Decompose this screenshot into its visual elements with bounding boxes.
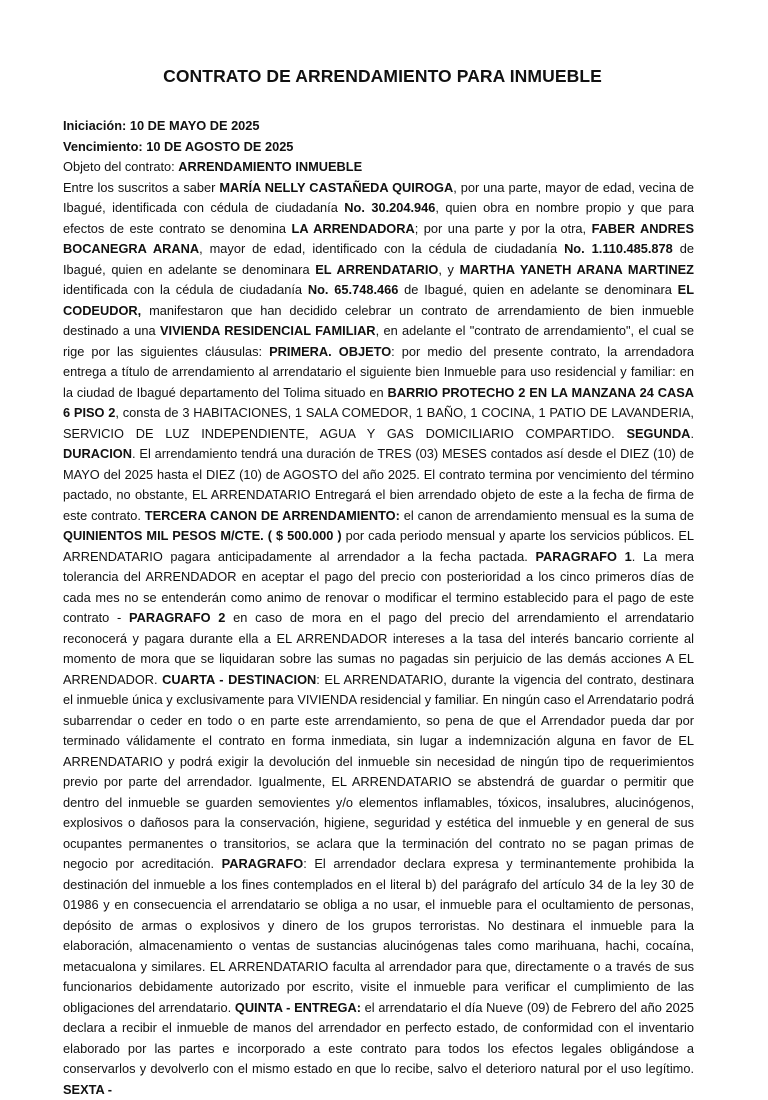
- bold-text-segment: MARTHA YANETH ARANA MARTINEZ: [460, 262, 694, 277]
- text-segment: , consta de 3 HABITACIONES, 1 SALA COMEDOR, 1 BAÑO, 1 COCINA, 1 PATIO DE LAVANDERIA, SERVICIO DE LUZ INDEPENDIENTE, AGUA Y GAS DOMICILIARIO COMPARTIDO.: [63, 405, 694, 441]
- document-title: CONTRATO DE ARRENDAMIENTO PARA INMUEBLE: [63, 66, 694, 87]
- text-segment: : EL ARRENDATARIO, durante la vigencia del contrato, destinara el inmueble única y exclusivamente para VIVIENDA residencial y familiar. En ningún caso el Arrendatario podrá subarrendar o ceder en todo o en parte este arrendamiento, so pena de que el Arrendador pueda dar por terminado válidamente el contrato en forma inmediata, sin lugar a indemnización alguna en favor de EL ARRENDATARIO y podrá exigir la devolución del inmueble sin necesidad de ningún tipo de requerimientos previo por parte del arrendador. Igualmente, EL ARRENDATARIO se abstendrá de guardar o permitir que dentro del inmueble se guarden semovientes y/o elementos inflamables, tóxicos, insalubres, alucinógenos, explosivos o dañosos para la conservación, higiene, seguridad y estética del inmueble y en general de sus ocupantes permanentes o transitorios, se aclara que la terminación del contrato no se pagan primas de negocio por acreditación.: [63, 672, 694, 872]
- text-segment: en caso de mora en el pago del precio del arrendamiento el arrendatario reconocerá y pagara durante ella a EL ARRENDADOR intereses a la tasa del interés bancario corriente al momento de mora que se liquidaran sobre las sumas no pagadas sin perjuicio de las demás acciones A EL ARRENDADOR.: [63, 610, 694, 687]
- bold-text-segment: MARÍA NELLY CASTAÑEDA QUIROGA: [219, 180, 453, 195]
- end-date: Vencimiento: 10 DE AGOSTO DE 2025: [63, 137, 694, 158]
- text-segment: , por una parte, mayor de edad, vecina de Ibagué, identificada con cédula de ciudadanía: [63, 180, 694, 216]
- text-segment: el arrendatario el día Nueve (09) de Febrero del año 2025 declara a recibir el inmueble de manos del arrendador en perfecto estado, de conformidad con el inventario elaborado por las partes e incorporado a este contrato para todos los efectos legales obligándose a conservarlos y devolverlo con el mismo estado en que lo recibe, salvo el deterioro natural por el uso legítimo.: [63, 1000, 694, 1077]
- bold-text-segment: PRIMERA. OBJETO: [269, 344, 391, 359]
- text-segment: , y: [438, 262, 459, 277]
- bold-text-segment: SEGUNDA: [626, 426, 690, 441]
- bold-text-segment: QUINIENTOS MIL PESOS M/CTE. ( $ 500.000 ): [63, 528, 342, 543]
- text-segment: , quien obra en nombre propio y que para efectos de este contrato se denomina: [63, 200, 694, 236]
- bold-text-segment: PARAGRAFO: [222, 856, 304, 871]
- text-segment: , en adelante el "contrato de arrendamiento", el cual se rige por las siguientes cláusulas:: [63, 323, 694, 359]
- text-segment: manifestaron que han decidido celebrar un contrato de arrendamiento de bien inmueble destinado a una: [63, 303, 694, 339]
- text-segment: Entre los suscritos a saber: [63, 180, 219, 195]
- text-segment: de Ibagué, quien en adelante se denominara: [398, 282, 677, 297]
- text-segment: , mayor de edad, identificado con la cédula de ciudadanía: [199, 241, 564, 256]
- bold-text-segment: VIVIENDA RESIDENCIAL FAMILIAR: [160, 323, 376, 338]
- text-segment: por cada periodo mensual y aparte los servicios públicos. EL ARRENDATARIO pagara anticipadamente al arrendador a la fecha pactada.: [63, 528, 694, 564]
- bold-text-segment: EL ARRENDATARIO: [315, 262, 438, 277]
- bold-text-segment: FABER ANDRES BOCANEGRA ARANA: [63, 221, 694, 257]
- bold-text-segment: No. 30.204.946: [344, 200, 435, 215]
- bold-text-segment: TERCERA CANON DE ARRENDAMIENTO:: [145, 508, 400, 523]
- contract-object-value: ARRENDAMIENTO INMUEBLE: [178, 159, 362, 174]
- bold-text-segment: No. 65.748.466: [308, 282, 399, 297]
- text-segment: . La mera tolerancia del ARRENDADOR en aceptar el pago del precio con posterioridad a los cinco primeros días de cada mes no se entenderán como animo de renovar o modificar el termino establecido para el pago de este contrato -: [63, 549, 694, 626]
- text-segment: de Ibagué, quien en adelante se denominara: [63, 241, 694, 277]
- bold-text-segment: DURACION: [63, 446, 132, 461]
- text-segment: : por medio del presente contrato, la arrendadora entrega a título de arrendamiento al arrendatario el siguiente bien Inmueble para uso residencial y familiar: en la ciudad de Ibagué departamento del Tolima situado en: [63, 344, 694, 400]
- bold-text-segment: BARRIO PROTECHO 2 EN LA MANZANA 24 CASA 6 PISO 2: [63, 385, 694, 421]
- start-date: Iniciación: 10 DE MAYO DE 2025: [63, 116, 694, 137]
- text-segment: identificada con la cédula de ciudadanía: [63, 282, 308, 297]
- contract-object: [63, 157, 694, 178]
- contract-object-label: Objeto del contrato:: [63, 159, 178, 174]
- text-segment: ; por una parte y por la otra,: [415, 221, 592, 236]
- bold-text-segment: SEXTA -: [63, 1082, 112, 1097]
- bold-text-segment: CUARTA - DESTINACION: [162, 672, 316, 687]
- bold-text-segment: QUINTA - ENTREGA:: [235, 1000, 361, 1015]
- bold-text-segment: PARAGRAFO 1: [535, 549, 631, 564]
- text-segment: el canon de arrendamiento mensual es la suma de: [400, 508, 694, 523]
- text-segment: : El arrendador declara expresa y terminantemente prohibida la destinación del inmueble a los fines contemplados en el literal b) del parágrafo del artículo 34 de la ley 30 de 01986 y en consecuencia el arrendatario se obliga a no usar, el inmueble para el ocultamiento de personas, depósito de armas o explosivos y dinero de los grupos terroristas. No destinara el inmueble para la elaboración, almacenamiento o ventas de sustancias alucinógenas tales como marihuana, hachi, cocaína, metacualona y similares. EL ARRENDATARIO faculta al arrendador para que, directamente o a través de sus funcionarios debidamente autorizado por escrito, visite el inmueble para verificar el cumplimiento de las obligaciones del arrendatario.: [63, 856, 694, 1015]
- bold-text-segment: LA ARRENDADORA: [292, 221, 415, 236]
- bold-text-segment: PARAGRAFO 2: [129, 610, 225, 625]
- text-segment: . El arrendamiento tendrá una duración de TRES (03) MESES contados así desde el DIEZ (10) de MAYO del 2025 hasta el DIEZ (10) de AGOSTO del año 2025. El contrato termina por vencimiento del término pactado, no obstante, EL ARRENDATARIO Entregará el bien arrendado objeto de este a la fecha de firma de este contrato.: [63, 446, 694, 523]
- contract-body: [63, 178, 694, 1100]
- bold-text-segment: EL CODEUDOR,: [63, 282, 694, 318]
- text-segment: .: [690, 426, 694, 441]
- bold-text-segment: No. 1.110.485.878: [564, 241, 673, 256]
